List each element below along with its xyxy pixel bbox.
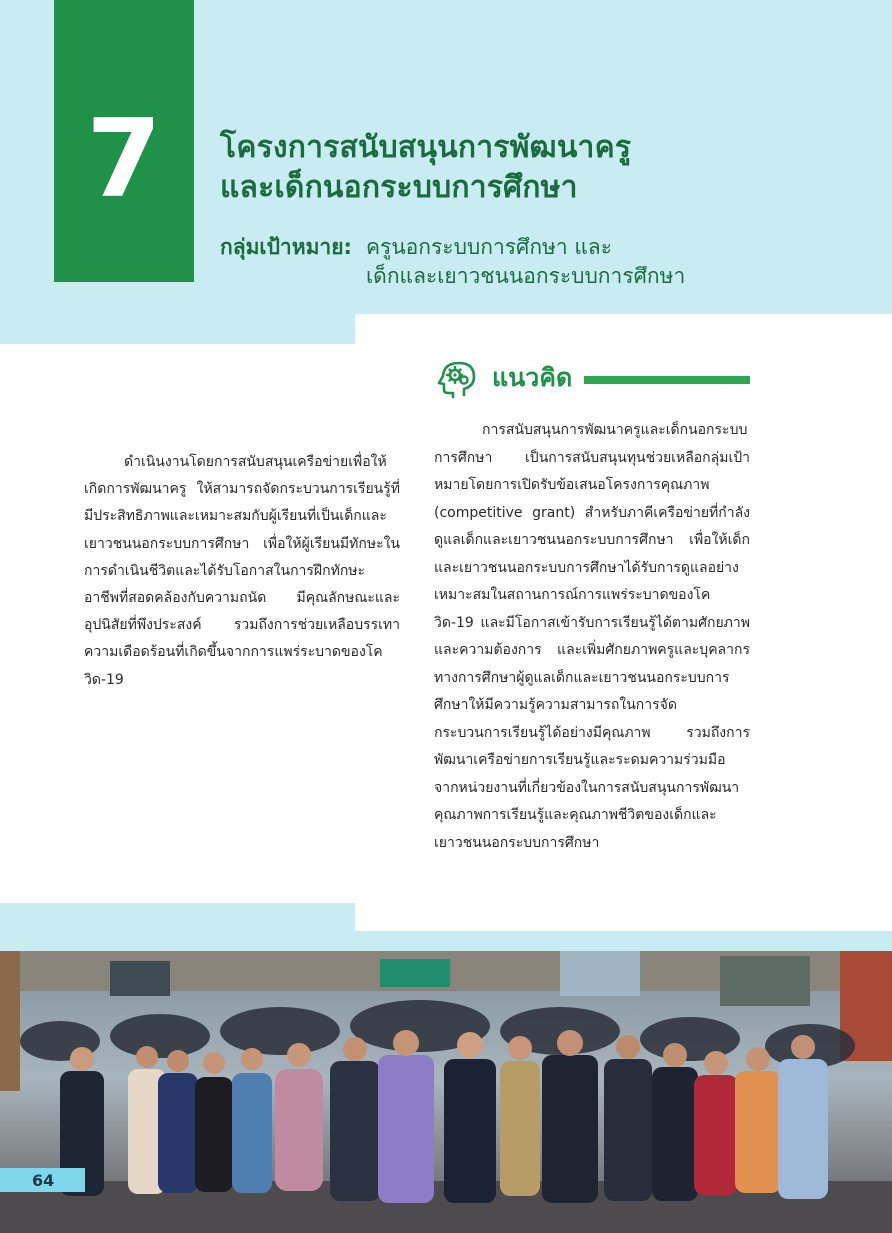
section-number: 7 bbox=[86, 97, 162, 222]
target-line-2: เด็กและเยาวชนนอกระบบการศึกษา bbox=[366, 264, 686, 288]
group-photo bbox=[0, 951, 892, 1233]
concept-paragraph bbox=[434, 417, 750, 857]
intro-paragraph bbox=[84, 449, 400, 694]
page-number: 64 bbox=[0, 1168, 85, 1192]
head-gears-icon bbox=[434, 355, 480, 401]
intro-text: ดำเนินงานโดยการสนับสนุนเครือข่ายเพื่อให้เกิดการพัฒนาครู ให้สามารถจัดกระบวนการเรียนรู้ที่มีประสิทธิภาพและเหมาะสมกับผู้เรียนที่เป็นเด็กและเยาวชนนอกระบบการศึกษา เพื่อให้ผู้เรียนมีทักษะในการดำเนินชีวิตและได้รับโอกาสในการฝึกทักษะอาชีพที่สอดคล้องกับความถนัด มีคุณลักษณะและอุปนิสัยที่พึงประสงค์ รวมถึงการช่วยเหลือบรรเทาความเดือดร้อนที่เกิดขึ้นจากการแพร่ระบาดของโควิด-19 bbox=[84, 454, 400, 688]
group-photo-image bbox=[0, 951, 892, 1233]
concept-title: แนวคิด bbox=[492, 363, 573, 392]
section-number-box bbox=[54, 0, 194, 282]
title-line-1: โครงการสนับสนุนการพัฒนาครู bbox=[220, 130, 632, 165]
concept-heading bbox=[434, 350, 750, 406]
concept-rule bbox=[584, 376, 750, 384]
target-group bbox=[220, 233, 685, 291]
page-title bbox=[220, 128, 631, 208]
target-label: กลุ่มเป้าหมาย: bbox=[220, 235, 352, 259]
concept-text: การสนับสนุนการพัฒนาครูและเด็กนอกระบบการศึกษา เป็นการสนับสนุนทุนช่วยเหลือกลุ่มเป้าหมายโดยการเปิดรับข้อเสนอโครงการคุณภาพ (competitive grant) สำหรับภาคีเครือข่ายที่กำลังดูแลเด็กและเยาวชนนอกระบบการศึกษา เพื่อให้เด็กและเยาวชนนอกระบบการศึกษาได้รับการดูแลอย่างเหมาะสมในสถานการณ์การแพร่ระบาดของโควิด-19 และมีโอกาสเข้ารับการเรียนรู้ได้ตามศักยภาพและความต้องการ และเพิ่มศักยภาพครูและบุคลากรทางการศึกษาผู้ดูแลเด็กและเยาวชนนอกระบบการศึกษาให้มีความรู้ความสามารถในการจัดกระบวนการเรียนรู้ได้อย่างมีคุณภาพ รวมถึงการพัฒนาเครือข่ายการเรียนรู้และระดมความร่วมมือจากหน่วยงานที่เกี่ยวข้องในการสนับสนุนการพัฒนาคุณภาพการเรียนรู้และคุณภาพชีวิตของเด็กและเยาวชนนอกระบบการศึกษา bbox=[434, 422, 750, 851]
target-line-1: ครูนอกระบบการศึกษา และ bbox=[366, 235, 613, 259]
title-line-2: และเด็กนอกระบบการศึกษา bbox=[220, 170, 578, 205]
